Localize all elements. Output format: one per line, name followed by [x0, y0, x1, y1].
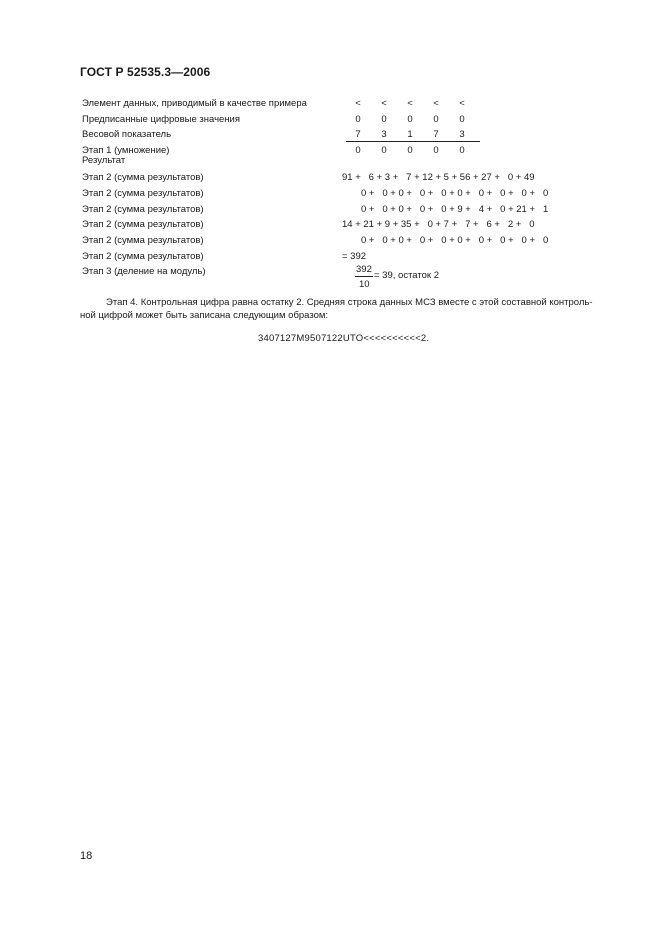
mrz-line: 3407127M9507122UTO<<<<<<<<<<2. [258, 333, 430, 344]
cell: 0 [355, 114, 361, 125]
cell: < [355, 98, 361, 109]
sum-expression: 0 + 0 + 0 + 0 + 0 + 0 + 0 + 0 + 0 + 0 [361, 235, 549, 246]
multiplication-rule [346, 141, 480, 142]
sum-expression: 0 + 0 + 0 + 0 + 0 + 0 + 0 + 0 + 0 + 0 [361, 188, 549, 199]
sum-expression: 91 + 6 + 3 + 7 + 12 + 5 + 56 + 27 + 0 + 49 [342, 172, 535, 183]
paragraph-line-2: ной цифрой может быть записана следующим образом: [80, 310, 329, 321]
cell: 0 [381, 114, 387, 125]
fraction-bar [355, 276, 373, 277]
cell: 0 [433, 145, 439, 156]
paragraph-line-1: Этап 4. Контрольная цифра равна остатку 2. Средняя строка данных МСЗ вместе с этой составной контроль- [106, 297, 593, 308]
cell: 0 [459, 114, 465, 125]
fraction-denominator: 10 [359, 279, 370, 290]
row-label-result: Результат [82, 155, 126, 166]
page-number: 18 [80, 850, 93, 862]
cell: < [407, 98, 413, 109]
fraction-numerator: 392 [356, 264, 372, 275]
cell: 0 [459, 145, 465, 156]
cell: 0 [433, 114, 439, 125]
cell: 0 [381, 145, 387, 156]
standard-header: ГОСТ Р 52535.3—2006 [80, 65, 211, 79]
row-label-stage3: Этап 3 (деление на модуль) [82, 266, 206, 277]
row-label-stage2: Этап 2 (сумма результатов) [82, 204, 204, 215]
row-label-stage2: Этап 2 (сумма результатов) [82, 219, 204, 230]
cell: 0 [355, 145, 361, 156]
sum-expression: 14 + 21 + 9 + 35 + 0 + 7 + 7 + 6 + 2 + 0 [342, 219, 535, 230]
sum-expression: 0 + 0 + 0 + 0 + 0 + 9 + 4 + 0 + 21 + 1 [361, 204, 549, 215]
row-label-stage2: Этап 2 (сумма результатов) [82, 251, 204, 262]
row-label-example-element: Элемент данных, приводимый в качестве примера [82, 98, 307, 109]
cell: < [381, 98, 387, 109]
row-label-stage2: Этап 2 (сумма результатов) [82, 235, 204, 246]
row-label-prescribed-values: Предписанные цифровые значения [82, 114, 240, 125]
cell: < [459, 98, 465, 109]
cell: 7 [433, 129, 439, 140]
cell: < [433, 98, 439, 109]
cell: 0 [407, 145, 413, 156]
cell: 3 [381, 129, 387, 140]
row-label-stage2: Этап 2 (сумма результатов) [82, 188, 204, 199]
cell: 3 [459, 129, 465, 140]
cell: 0 [407, 114, 413, 125]
row-label-stage2: Этап 2 (сумма результатов) [82, 172, 204, 183]
cell: 7 [355, 129, 361, 140]
row-label-stage1: Этап 1 (умножение) [82, 145, 170, 156]
sum-total: = 392 [342, 251, 367, 262]
division-result: = 39, остаток 2 [374, 270, 439, 281]
cell: 1 [407, 129, 413, 140]
row-label-weight: Весовой показатель [82, 129, 172, 140]
